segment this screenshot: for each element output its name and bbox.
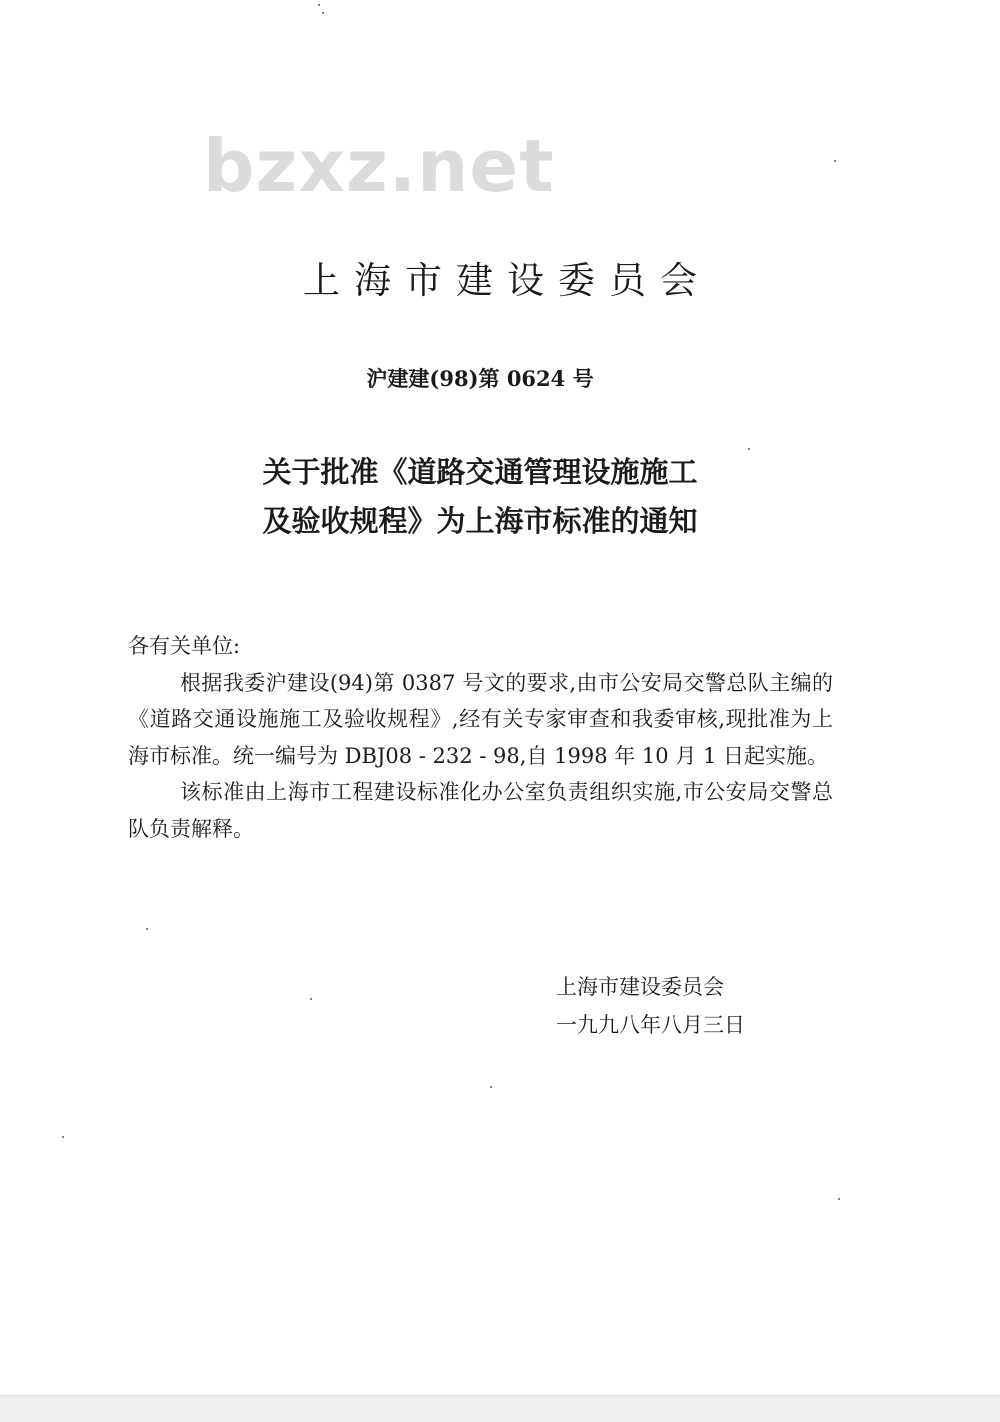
scan-speck [62,1136,64,1138]
scan-speck [838,1198,840,1200]
issuing-organization-title: 上海市建设委员会 [303,259,711,302]
notice-title-line-2: 及验收规程》为上海市标准的通知 [262,504,698,538]
signature-organization: 上海市建设委员会 [556,975,724,999]
watermark: bzxz.net [203,124,555,208]
scan-speck [318,4,320,6]
notice-title-line-1: 关于批准《道路交通管理设施施工 [262,455,698,489]
document-number: 沪建建(98)第 0624 号 [366,366,594,391]
body-paragraph-2: 该标准由上海市工程建设标准化办公室负责组织实施,市公安局交警总队负责解释。 [128,780,833,841]
signature-date: 一九九八年八月三日 [556,1013,745,1037]
scan-speck [834,160,836,162]
signature-block [556,968,745,1044]
salutation: 各有关单位: [128,634,241,658]
scan-speck [146,928,148,930]
page-bottom-edge [0,1395,1000,1422]
notice-title [0,448,980,546]
notice-body [128,628,833,847]
scan-speck [310,998,312,1000]
scan-speck [490,1086,492,1088]
scan-speck [748,448,750,450]
body-paragraph-1: 根据我委沪建设(94)第 0387 号文的要求,由市公安局交警总队主编的《道路交通设施施工及验收规程》,经有关专家审查和我委审核,现批准为上海市标准。统一编号为 DBJ08 - 232 - 98,自 1998 年 10 月 1 日起实施。 [128,670,833,768]
scan-speck [322,12,324,14]
